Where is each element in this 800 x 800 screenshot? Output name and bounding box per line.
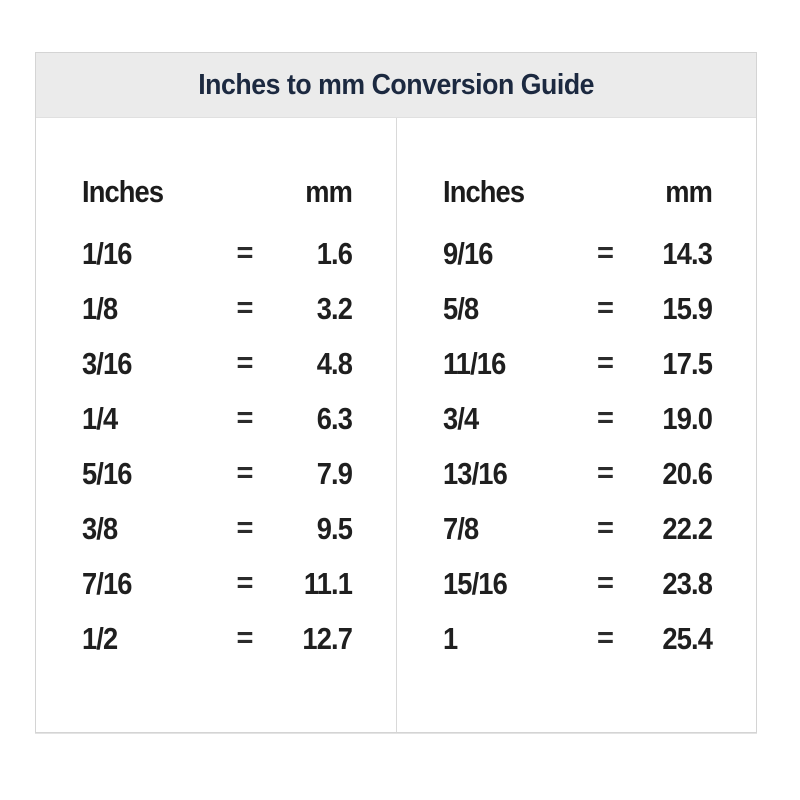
equals-sign: =: [236, 347, 253, 379]
equals-sign: =: [597, 237, 613, 269]
mm-value: 14.3: [662, 235, 712, 271]
conversion-row: [82, 556, 352, 611]
conversion-row: [82, 391, 352, 446]
column-header-row: [82, 162, 352, 222]
mm-value: 1.6: [316, 235, 352, 271]
equals-sign: =: [597, 622, 613, 654]
inches-value: 1/16: [82, 235, 132, 271]
equals-sign: =: [597, 292, 613, 324]
inches-value: 3/4: [442, 400, 478, 436]
equals-sign: =: [597, 512, 613, 544]
mm-value: 20.6: [662, 455, 712, 491]
mm-value: 7.9: [316, 455, 352, 491]
inches-value: 5/16: [82, 455, 132, 491]
guide-header-bar: [36, 53, 756, 118]
equals-sign: =: [236, 237, 253, 269]
mm-value: 23.8: [662, 565, 712, 601]
conversion-row: [82, 281, 352, 336]
column-header-row: [443, 162, 713, 222]
mm-value: 3.2: [316, 290, 352, 326]
mm-value: 25.4: [662, 620, 712, 656]
conversion-row: [82, 611, 352, 666]
equals-sign: =: [236, 292, 253, 324]
equals-sign: =: [236, 567, 253, 599]
mm-value: 4.8: [316, 345, 352, 381]
column-header-mm: mm: [665, 174, 712, 209]
mm-value: 9.5: [316, 510, 352, 546]
mm-value: 15.9: [662, 290, 712, 326]
equals-sign: =: [597, 457, 613, 489]
inches-value: 9/16: [442, 235, 493, 271]
conversion-row: [82, 336, 352, 391]
conversion-row: [443, 556, 713, 611]
rows-container-right: [443, 226, 713, 666]
mm-value: 19.0: [662, 400, 712, 436]
mm-value: 17.5: [662, 345, 712, 381]
inches-value: 1/4: [82, 400, 118, 436]
conversion-column-right: [397, 118, 757, 732]
guide-title: Inches to mm Conversion Guide: [198, 68, 594, 101]
inches-value: 3/8: [82, 510, 118, 546]
conversion-guide-card: [35, 52, 757, 733]
inches-value: 1/8: [82, 290, 118, 326]
mm-value: 22.2: [662, 510, 712, 546]
column-header-mm: mm: [304, 174, 352, 209]
conversion-row: [82, 226, 352, 281]
rows-container-left: [82, 226, 352, 666]
inches-value: 15/16: [442, 565, 507, 601]
equals-sign: =: [236, 457, 253, 489]
equals-sign: =: [597, 567, 613, 599]
conversion-row: [82, 501, 352, 556]
equals-sign: =: [236, 402, 253, 434]
guide-body: [36, 118, 756, 732]
conversion-row: [443, 226, 713, 281]
equals-sign: =: [236, 622, 253, 654]
conversion-column-left: [36, 118, 396, 732]
equals-sign: =: [236, 512, 253, 544]
inches-value: 13/16: [442, 455, 507, 491]
mm-value: 12.7: [301, 620, 352, 656]
inches-value: 7/8: [442, 510, 478, 546]
conversion-row: [443, 611, 713, 666]
inches-value: 11/16: [442, 345, 505, 381]
inches-value: 1: [442, 620, 457, 656]
inches-value: 7/16: [82, 565, 132, 601]
inches-value: 3/16: [82, 345, 132, 381]
mm-value: 6.3: [316, 400, 352, 436]
mm-value: 11.1: [303, 565, 352, 601]
column-header-inches: Inches: [442, 174, 524, 209]
inches-value: 1/2: [82, 620, 118, 656]
conversion-row: [82, 446, 352, 501]
column-header-inches: Inches: [82, 174, 164, 209]
conversion-row: [443, 501, 713, 556]
equals-sign: =: [597, 402, 613, 434]
conversion-row: [443, 281, 713, 336]
equals-sign: =: [597, 347, 613, 379]
conversion-row: [443, 336, 713, 391]
inches-value: 5/8: [442, 290, 478, 326]
conversion-row: [443, 446, 713, 501]
conversion-row: [443, 391, 713, 446]
